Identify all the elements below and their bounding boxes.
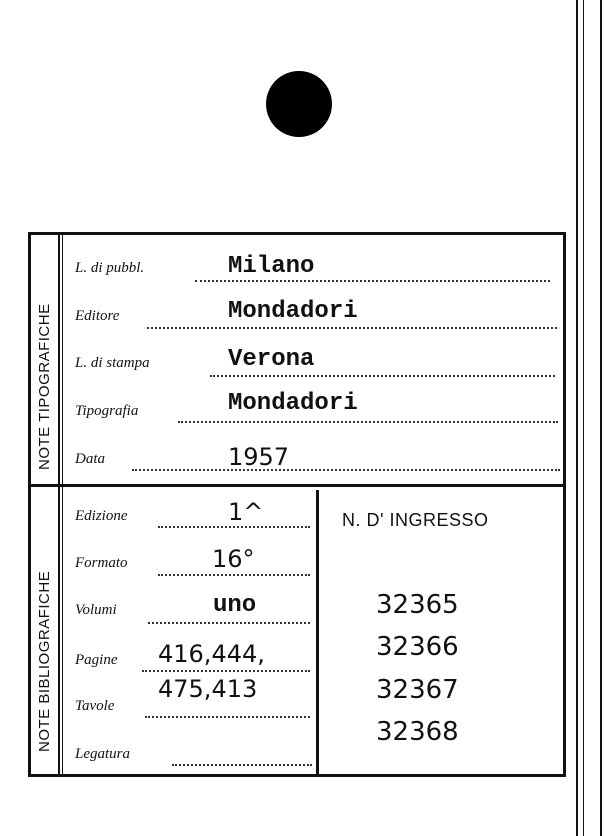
label-edizione: Edizione bbox=[75, 508, 128, 524]
label-data: Data bbox=[75, 451, 105, 467]
section-label-bibliografiche: NOTE BIBLIOGRAFICHE bbox=[36, 570, 53, 752]
value-tipografia: Mondadori bbox=[228, 390, 358, 417]
value-edizione: 1^ bbox=[228, 498, 264, 526]
label-legatura: Legatura bbox=[75, 746, 131, 762]
ingresso-number: 32367 bbox=[376, 675, 459, 705]
label-editore: Editore bbox=[75, 308, 120, 324]
label-tipografia: Tipografia bbox=[75, 403, 139, 419]
value-tavole: 475,413 bbox=[158, 675, 258, 703]
dotted-line bbox=[142, 670, 310, 672]
dotted-line bbox=[158, 574, 310, 576]
dotted-line bbox=[210, 375, 555, 377]
dotted-line bbox=[145, 716, 310, 718]
value-luogo-pubbl: Milano bbox=[228, 253, 315, 280]
dotted-line bbox=[132, 469, 560, 471]
dotted-line bbox=[172, 764, 312, 766]
card-edge-line bbox=[576, 0, 578, 836]
dotted-line bbox=[147, 327, 557, 329]
dotted-line bbox=[148, 622, 310, 624]
section-label-tipografiche: NOTE TIPOGRAFICHE bbox=[36, 303, 53, 470]
section-divider bbox=[28, 484, 566, 487]
value-volumi: uno bbox=[213, 592, 257, 619]
dotted-line bbox=[158, 526, 310, 528]
card-edge-line bbox=[583, 0, 584, 836]
label-column-divider bbox=[58, 235, 60, 775]
value-data: 1957 bbox=[228, 443, 290, 471]
value-pagine: 416,444, bbox=[158, 640, 265, 668]
card-edge-line bbox=[600, 0, 602, 836]
value-luogo-stampa: Verona bbox=[228, 346, 315, 373]
label-luogo-stampa: L. di stampa bbox=[75, 355, 150, 371]
dotted-line bbox=[195, 280, 550, 282]
dotted-line bbox=[178, 421, 558, 423]
label-formato: Formato bbox=[75, 555, 128, 571]
ingresso-heading: N. D' INGRESSO bbox=[342, 510, 489, 530]
ingresso-number: 32365 bbox=[376, 590, 459, 620]
label-tavole: Tavole bbox=[75, 698, 115, 714]
ingresso-number: 32368 bbox=[376, 717, 459, 747]
punch-hole bbox=[266, 71, 332, 137]
ingresso-number: 32366 bbox=[376, 632, 459, 662]
label-luogo-pubbl: L. di pubbl. bbox=[75, 260, 145, 276]
label-column-divider bbox=[62, 235, 63, 775]
value-editore: Mondadori bbox=[228, 298, 358, 325]
value-formato: 16° bbox=[212, 545, 255, 573]
label-pagine: Pagine bbox=[75, 652, 118, 668]
ingresso-column-divider bbox=[316, 490, 319, 775]
label-volumi: Volumi bbox=[75, 602, 117, 618]
